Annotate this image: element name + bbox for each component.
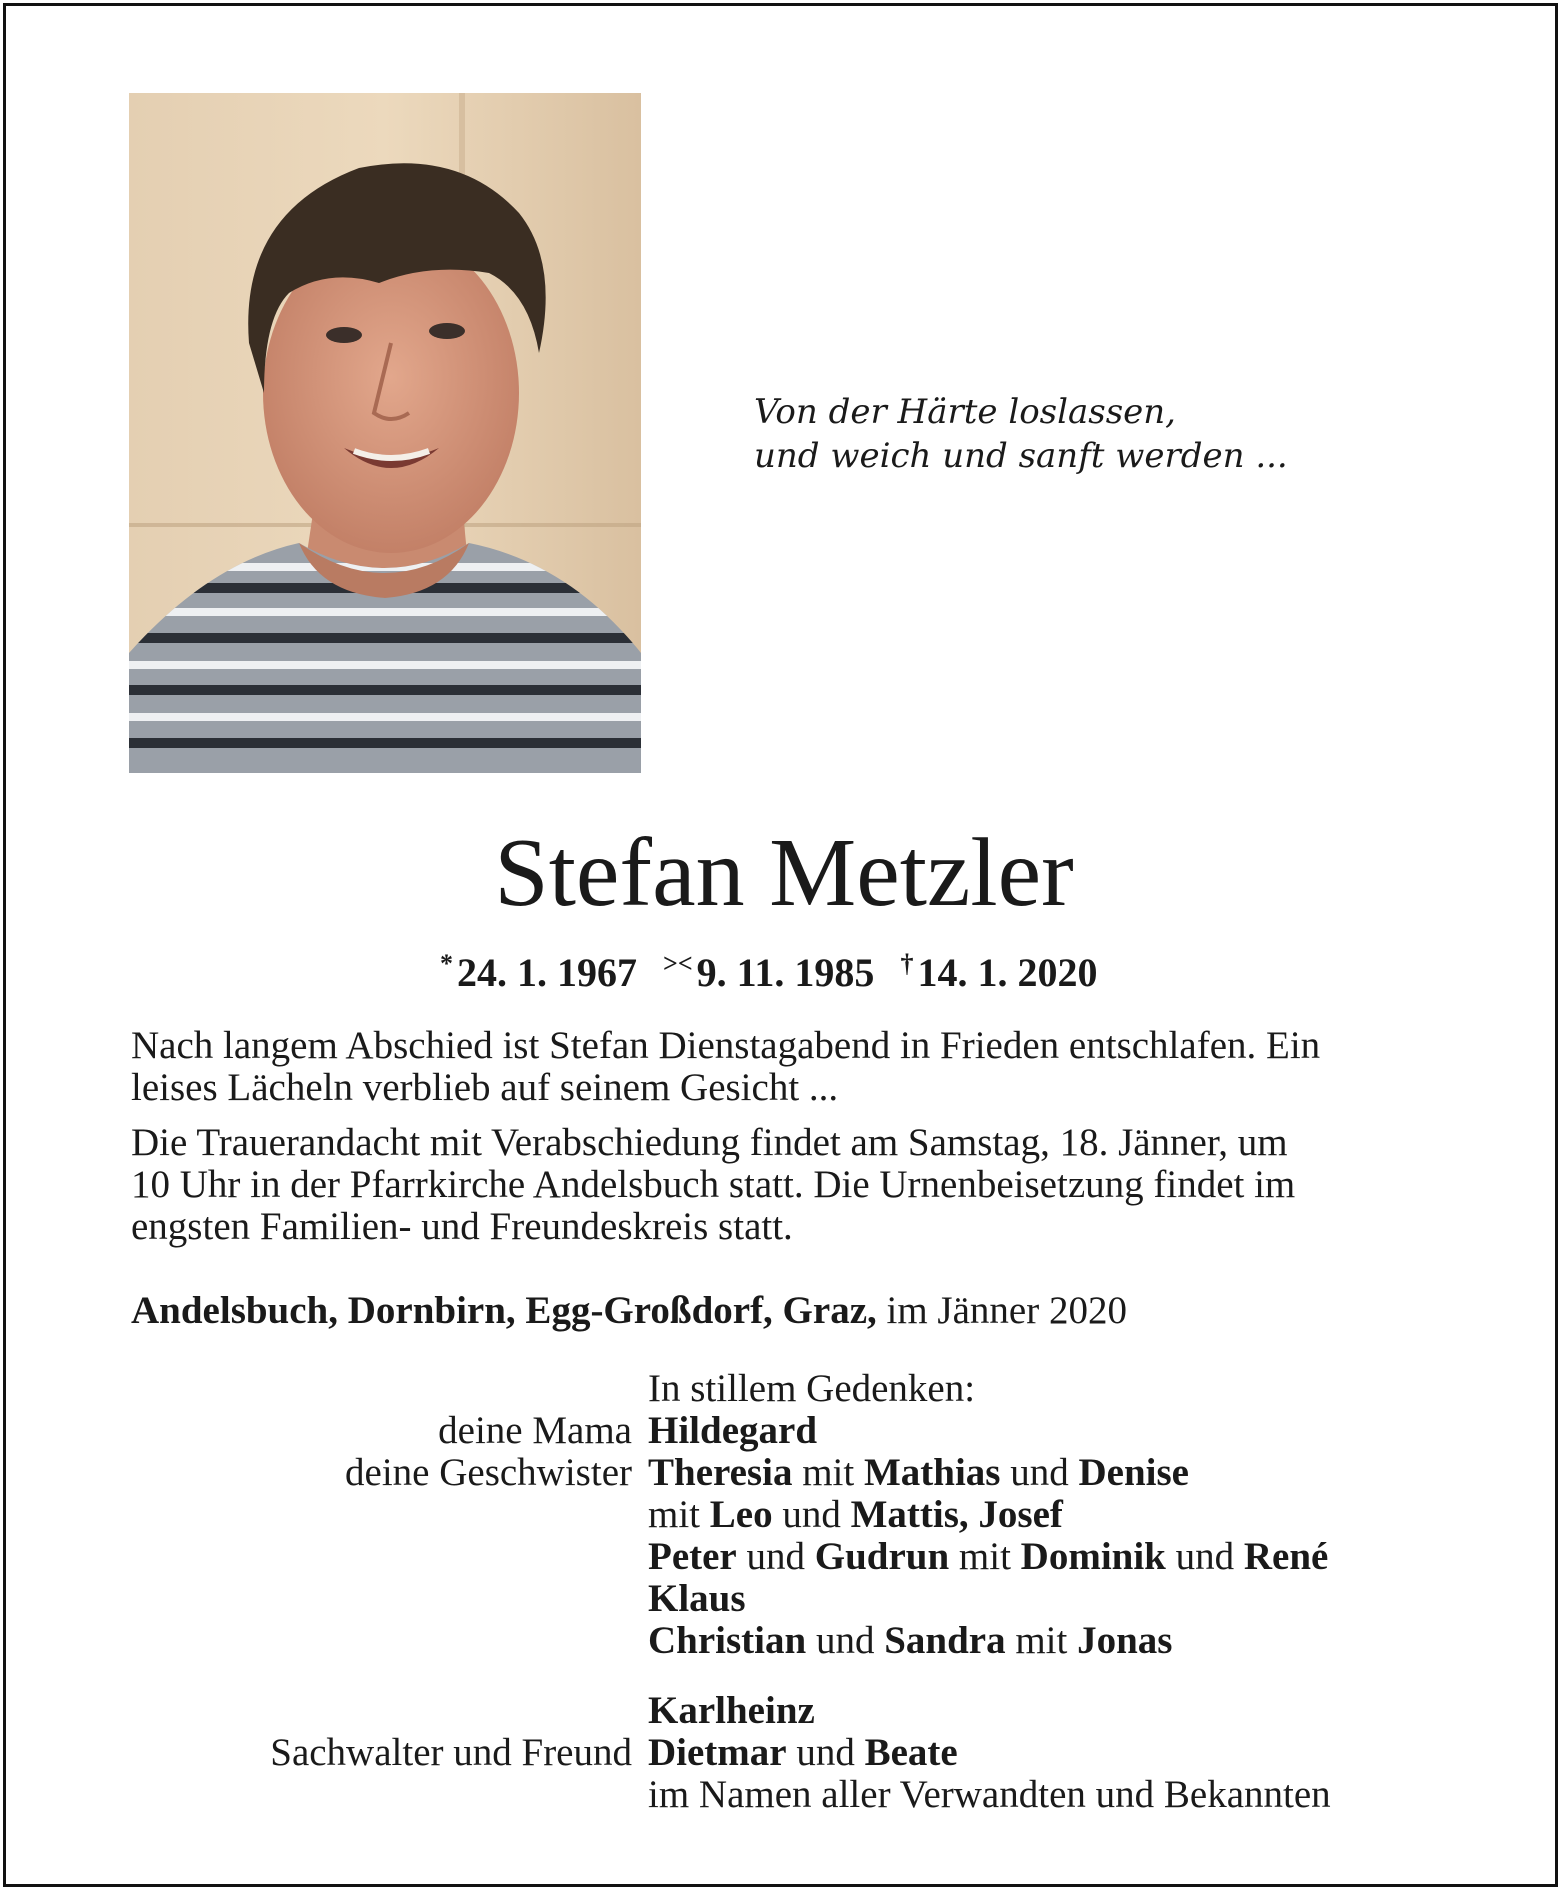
announcement-paragraph (131, 1025, 1441, 1109)
mourner-name: René (1243, 1535, 1329, 1578)
birth-date: 24. 1. 1967 (457, 950, 637, 995)
connector: mit (958, 1535, 1011, 1578)
relation-label: deine Geschwister (345, 1451, 632, 1494)
mourner-name: Hildegard (648, 1409, 818, 1452)
closing-line: im Namen aller Verwandten und Bekannten (648, 1773, 1331, 1816)
mourner-name: Mathias (863, 1451, 1001, 1494)
connector: und (1175, 1535, 1235, 1578)
mourner-name: Leo (709, 1493, 773, 1536)
mourner-name: Karlheinz (648, 1689, 815, 1732)
death-date: 14. 1. 2020 (917, 950, 1098, 995)
portrait-photo (129, 93, 641, 773)
connector: und (782, 1493, 841, 1536)
mourner-name: Mattis, Josef (850, 1493, 1063, 1536)
mourner-name: Christian (648, 1619, 807, 1662)
relation-label: Sachwalter und Freund (270, 1731, 632, 1774)
relation-label: deine Mama (438, 1409, 632, 1452)
text-line: 10 Uhr in der Pfarrkirche Andelsbuch statt. Die Urnenbeisetzung findet im (131, 1163, 1296, 1206)
notice-date: im Jänner 2020 (886, 1289, 1127, 1332)
place-date-line (131, 1289, 1127, 1333)
marker2-symbol: >< (663, 949, 693, 978)
mourner-name: Beate (864, 1731, 958, 1774)
mourner-name: Dominik (1020, 1535, 1166, 1578)
death-symbol: † (900, 949, 914, 978)
motto-line: Von der Härte loslassen, (754, 392, 1176, 432)
connector: mit (1015, 1619, 1068, 1662)
mourners-list (0, 1368, 1568, 1816)
mourner-name: Gudrun (814, 1535, 950, 1578)
mourner-name: Dietmar (648, 1731, 787, 1774)
text-line: Die Trauerandacht mit Verabschiedung findet am Samstag, 18. Jänner, um (131, 1121, 1288, 1164)
mourner-name: Sandra (884, 1619, 1006, 1662)
motto-line: und weich und sanft werden ... (754, 436, 1288, 476)
connector: und (796, 1731, 855, 1774)
motto-quote (754, 390, 1288, 478)
mourner-name: Peter (648, 1535, 737, 1578)
connector: und (815, 1619, 875, 1662)
places: Andelsbuch, Dornbirn, Egg-Großdorf, Graz, (131, 1289, 877, 1332)
mourner-name: Theresia (648, 1451, 793, 1494)
connector: mit (802, 1451, 855, 1494)
deceased-name: Stefan Metzler (494, 819, 1074, 927)
marker2-date: 9. 11. 1985 (696, 950, 875, 995)
text-line: Nach langem Abschied ist Stefan Dienstagabend in Frieden entschlafen. Ein (131, 1024, 1321, 1067)
life-dates (440, 940, 1097, 997)
mourner-name: Denise (1078, 1451, 1189, 1494)
mourners-heading: In stillem Gedenken: (648, 1367, 976, 1410)
connector: und (1010, 1451, 1069, 1494)
text-line: engsten Familien- und Freundeskreis statt. (131, 1205, 793, 1248)
mourner-name: Klaus (648, 1577, 746, 1620)
mourner-name: Jonas (1077, 1619, 1173, 1662)
connector: und (746, 1535, 805, 1578)
birth-symbol: * (440, 949, 453, 978)
connector: mit (648, 1493, 701, 1536)
ceremony-paragraph (131, 1122, 1441, 1248)
text-line: leises Lächeln verblieb auf seinem Gesicht ... (131, 1066, 839, 1109)
